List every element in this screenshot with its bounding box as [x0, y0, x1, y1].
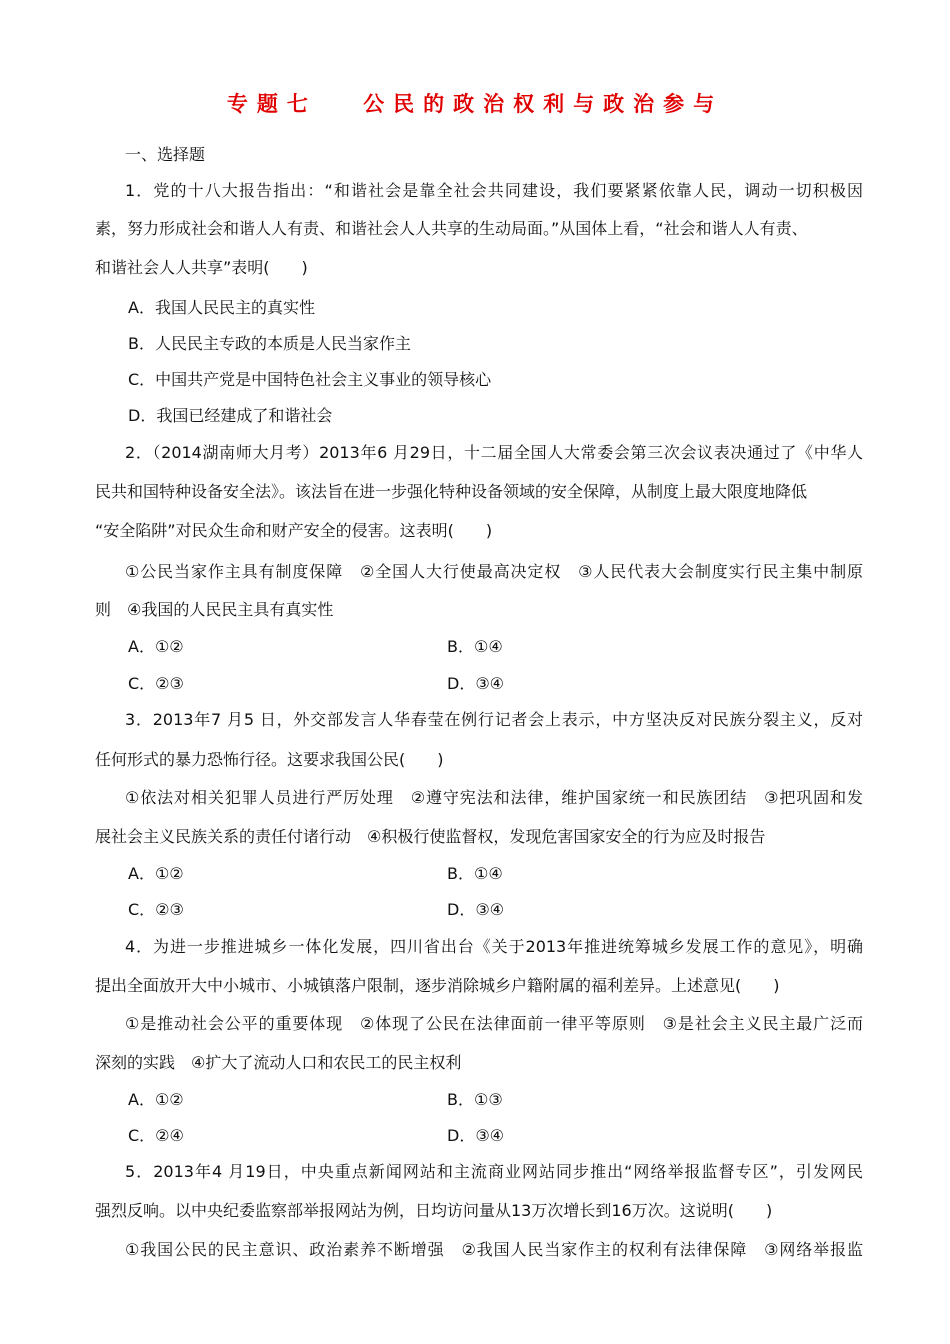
question-3-option-d: D．③④ [447, 900, 505, 919]
question-5-line-1: 5．2013年4 月19日，中央重点新闻网站和主流商业网站同步推出“网络举报监督专区”，引发网民 [125, 1162, 863, 1181]
question-2-line-3: “安全陷阱”对民众生命和财产安全的侵害。这表明( ) [95, 521, 493, 540]
question-2-option-b: B．①④ [447, 637, 503, 656]
question-2-statements-line-2: 则 ④我国的人民民主具有真实性 [95, 600, 334, 619]
question-5-statements-line-1: ①我国公民的民主意识、政治素养不断增强 ②我国人民当家作主的权利有法律保障 ③网络举报监 [125, 1240, 863, 1259]
question-2-line-2: 民共和国特种设备安全法》。该法旨在进一步强化特种设备领域的安全保障，从制度上最大限度地降低 [95, 482, 808, 501]
question-4-statements-line-1: ①是推动社会公平的重要体现 ②体现了公民在法律面前一律平等原则 ③是社会主义民主最广泛而 [125, 1014, 863, 1033]
question-3-statements-line-1: ①依法对相关犯罪人员进行严厉处理 ②遵守宪法和法律，维护国家统一和民族团结 ③把巩固和发 [125, 788, 863, 807]
question-2-option-a: A．①② [128, 637, 184, 656]
question-5-line-2: 强烈反响。以中央纪委监察部举报网站为例，日均访问量从13万次增长到16万次。这说明( ) [95, 1201, 773, 1220]
question-4-option-c: C．②④ [128, 1126, 184, 1145]
question-3-option-b: B．①④ [447, 864, 503, 883]
question-1-line-1: 1．党的十八大报告指出：“和谐社会是靠全社会共同建设，我们要紧紧依靠人民，调动一切积极因 [125, 181, 863, 200]
question-3-option-c: C．②③ [128, 900, 184, 919]
page-title: 专题七 公民的政治权利与政治参与 [226, 92, 724, 116]
section-heading: 一、选择题 [125, 145, 206, 164]
question-3-statements-line-2: 展社会主义民族关系的责任付诸行动 ④积极行使监督权，发现危害国家安全的行为应及时报告 [95, 827, 766, 846]
question-2-line-1: 2．（2014湖南师大月考）2013年6 月29日，十二届全国人大常委会第三次会议表决通过了《中华人 [125, 443, 863, 462]
question-4-option-d: D．③④ [447, 1126, 505, 1145]
question-4-option-b: B．①③ [447, 1090, 503, 1109]
question-1-option-a: A．我国人民民主的真实性 [128, 298, 315, 317]
question-1-option-d: D．我国已经建成了和谐社会 [128, 406, 333, 425]
question-3-line-2: 任何形式的暴力恐怖行径。这要求我国公民( ) [95, 750, 444, 769]
question-1-line-2: 素，努力形成社会和谐人人有责、和谐社会人人共享的生动局面。”从国体上看，“社会和谐人人有责、 [95, 219, 808, 238]
question-1-option-c: C．中国共产党是中国特色社会主义事业的领导核心 [128, 370, 492, 389]
question-4-line-2: 提出全面放开大中小城市、小城镇落户限制，逐步消除城乡户籍附属的福利差异。上述意见( ) [95, 976, 780, 995]
question-4-line-1: 4．为进一步推进城乡一体化发展，四川省出台《关于2013年推进统筹城乡发展工作的意见》，明确 [125, 937, 863, 956]
question-1-line-3: 和谐社会人人共享”表明( ) [95, 258, 308, 277]
question-4-statements-line-2: 深刻的实践 ④扩大了流动人口和农民工的民主权利 [95, 1053, 462, 1072]
question-3-option-a: A．①② [128, 864, 184, 883]
question-1-option-b: B．人民民主专政的本质是人民当家作主 [128, 334, 411, 353]
question-2-option-d: D．③④ [447, 674, 505, 693]
question-2-option-c: C．②③ [128, 674, 184, 693]
question-2-statements-line-1: ①公民当家作主具有制度保障 ②全国人大行使最高决定权 ③人民代表大会制度实行民主集中制原 [125, 562, 863, 581]
question-4-option-a: A．①② [128, 1090, 184, 1109]
question-3-line-1: 3．2013年7 月5 日，外交部发言人华春莹在例行记者会上表示，中方坚决反对民族分裂主义，反对 [125, 710, 863, 729]
